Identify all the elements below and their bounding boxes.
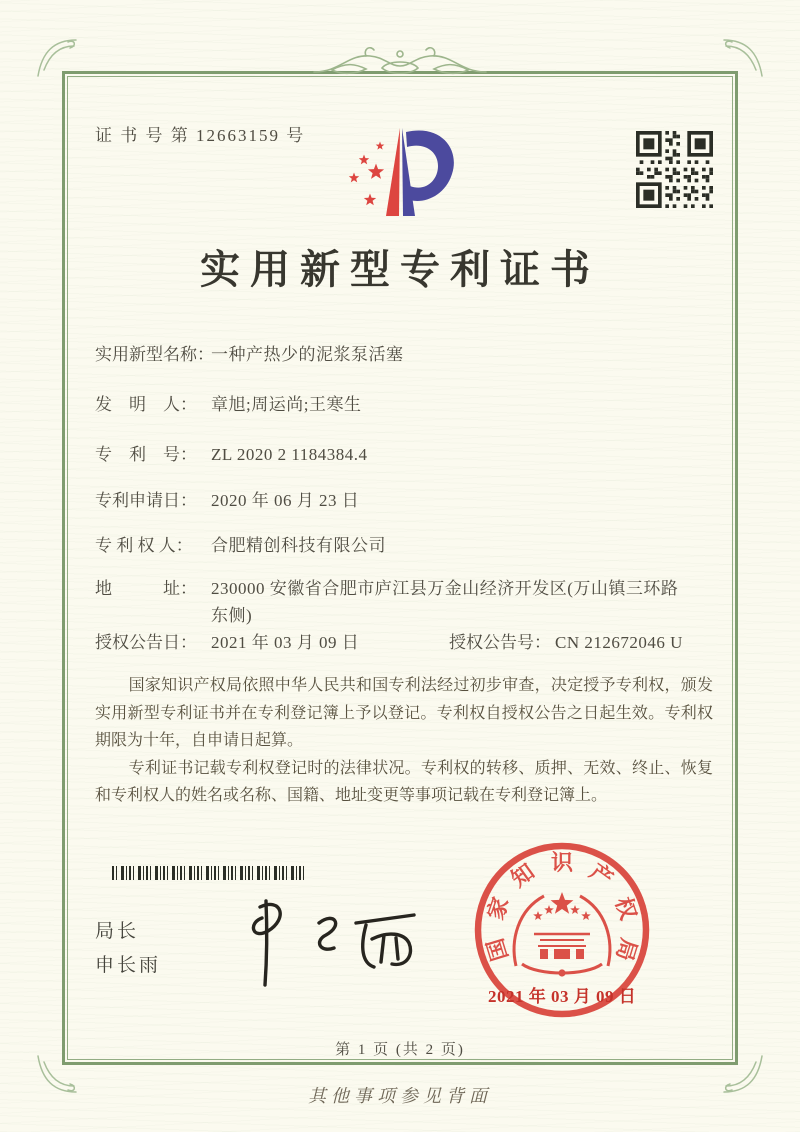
corner-flourish-top-left-icon — [34, 34, 78, 78]
qr-code — [636, 131, 713, 208]
svg-text:知: 知 — [506, 858, 539, 892]
svg-text:识: 识 — [550, 850, 574, 875]
page-number: 第 1 页 (共 2 页) — [335, 1042, 465, 1058]
legal-paragraph-1: 国家知识产权局依照中华人民共和国专利法经过初步审查，决定授予专利权，颁发实用新型专利证书并在专利登记簿上予以登记。专利权自授权公告之日起生效。专利权期限为十年，自申请日起算。 — [95, 677, 713, 749]
svg-text:国: 国 — [482, 935, 513, 964]
issuer-title: 局长 — [95, 921, 140, 942]
field-label: 发 明 人： — [95, 395, 197, 414]
corner-flourish-top-right-icon — [722, 34, 766, 78]
field-inventors — [95, 391, 713, 418]
issuer-name: 申长雨 — [95, 955, 162, 976]
svg-text:权: 权 — [610, 893, 642, 923]
svg-text:家: 家 — [482, 893, 514, 923]
field-label: 专利申请日： — [95, 491, 197, 510]
svg-text:局: 局 — [611, 935, 642, 964]
field-filing-date — [95, 487, 713, 514]
barcode — [112, 866, 308, 880]
field-address — [95, 575, 713, 629]
top-border-ornament-icon — [312, 42, 488, 80]
field-label: 实用新型名称： — [95, 345, 214, 364]
field-value: 章旭;周运尚;王寒生 — [211, 395, 362, 414]
cnipa-logo-icon — [330, 116, 480, 236]
handwritten-signature — [222, 893, 432, 993]
field-utility-model-name — [95, 341, 713, 368]
legal-paragraph-2: 专利证书记载专利权登记时的法律状况。专利权的转移、质押、无效、终止、恢复和专利权人的姓名或名称、国籍、地址变更等事项记载在专利登记簿上。 — [95, 759, 713, 804]
certificate-number: 证 书 号 第 12663159 号 — [95, 126, 306, 145]
field-value: 2020 年 06 月 23 日 — [211, 491, 360, 510]
svg-text:产: 产 — [585, 858, 618, 892]
field-value: CN 212672046 U — [555, 633, 683, 652]
field-grant-number — [449, 629, 683, 656]
field-label: 专 利 权 人： — [95, 536, 193, 555]
seal-date: 2021 年 03 月 09 日 — [488, 987, 637, 1006]
field-label: 地 址： — [95, 579, 197, 598]
certificate-title: 实用新型专利证书 — [200, 247, 600, 292]
field-value: 230000 安徽省合肥市庐江县万金山经济开发区(万山镇三环路东侧) — [211, 579, 679, 625]
field-label: 专 利 号： — [95, 445, 197, 464]
field-label: 授权公告号： — [449, 633, 551, 652]
field-grant-announcement — [95, 629, 713, 656]
back-note: 其他事项参见背面 — [308, 1086, 492, 1106]
field-value: 合肥精创科技有限公司 — [211, 536, 386, 555]
field-patentee — [95, 532, 713, 559]
field-value: 一种产热少的泥浆泵活塞 — [211, 345, 404, 364]
field-value: 2021 年 03 月 09 日 — [211, 633, 360, 652]
field-label: 授权公告日： — [95, 633, 197, 652]
legal-statement — [95, 672, 713, 810]
field-value: ZL 2020 2 1184384.4 — [211, 445, 368, 464]
field-patent-number — [95, 441, 713, 468]
